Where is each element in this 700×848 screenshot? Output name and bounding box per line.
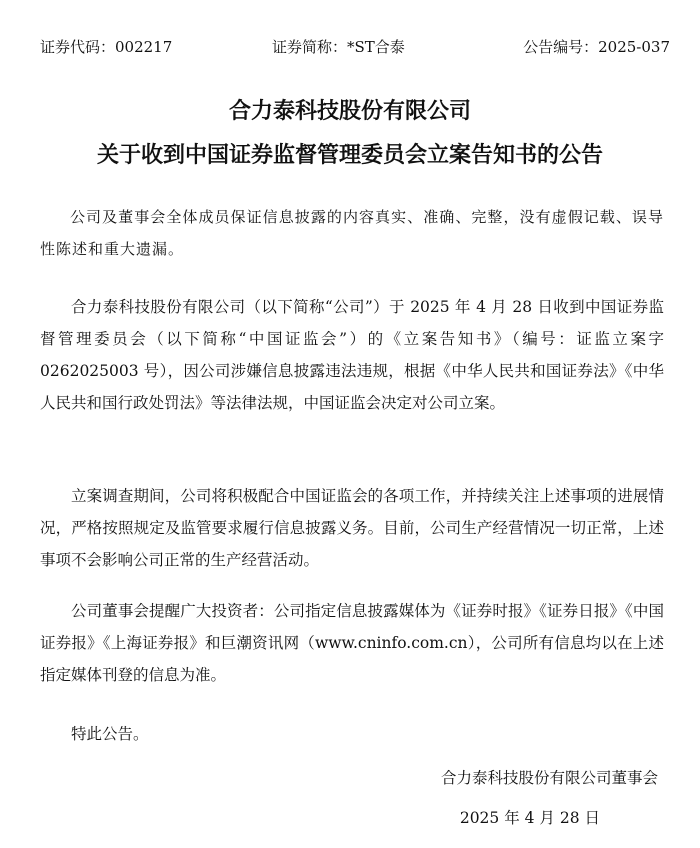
company-title: 合力泰科技股份有限公司 xyxy=(228,98,471,124)
body-paragraph-closing: 特此公告。 xyxy=(71,725,149,743)
body-paragraph-2: 立案调查期间，公司将积极配合中国证监会的各项工作，并持续关注上述事项的进展情况，严格按照规定及监管要求履行信息披露义务。目前，公司生产经营情况一切正常，上述事项不会影响公司正常的生产经营活动。 xyxy=(40,487,664,569)
board-guarantee-notice: 公司及董事会全体成员保证信息披露的内容真实、准确、完整，没有虚假记载、误导性陈述和重大遗漏。 xyxy=(40,208,664,258)
security-name: 证券简称：*ST合泰 xyxy=(272,38,405,56)
signature-date: 2025 年 4 月 28 日 xyxy=(459,809,600,827)
announcement-number: 公告编号：2025-037 xyxy=(523,38,670,56)
body-paragraph-3: 公司董事会提醒广大投资者：公司指定信息披露媒体为《证券时报》《证券日报》《中国证券报》《上海证券报》和巨潮资讯网（www.cninfo.com.cn），公司所有信息均以在上述指定媒体刊登的信息为准。 xyxy=(40,602,664,684)
body-paragraph-1: 合力泰科技股份有限公司（以下简称“公司”）于 2025 年 4 月 28 日收到中国证券监督管理委员会（以下简称“中国证监会”）的《立案告知书》（编号：证监立案字 0262025003 号），因公司涉嫌信息披露违法违规，根据《中华人民共和国证券法》《中华人民共和国行政处罚法》等法律法规，中国证监会决定对公司立案。 xyxy=(40,298,664,412)
announcement-title: 关于收到中国证券监督管理委员会立案告知书的公告 xyxy=(96,142,603,168)
security-code: 证券代码：002217 xyxy=(40,38,173,56)
header-row xyxy=(40,35,670,59)
signature-organization: 合力泰科技股份有限公司董事会 xyxy=(440,769,658,787)
